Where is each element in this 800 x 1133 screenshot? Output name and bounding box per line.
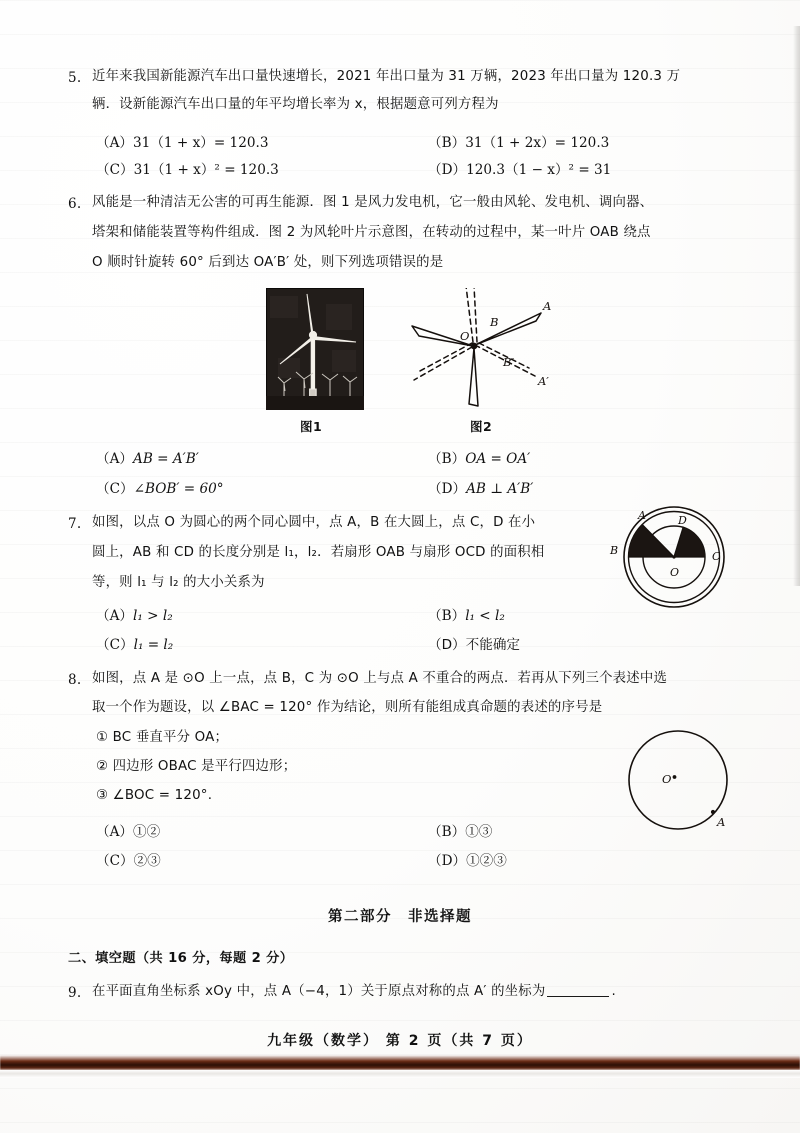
question-8-option-a-text: ①②	[133, 824, 161, 840]
question-7-option-a-label: （A）	[96, 608, 134, 624]
question-8-option-d[interactable]	[428, 849, 507, 869]
question-7-option-c-text: l₁ = l₂	[133, 637, 174, 653]
question-5-option-c[interactable]	[96, 158, 279, 178]
question-5-option-a-label: （A）	[96, 135, 134, 151]
question-7-option-d[interactable]	[428, 633, 520, 653]
question-8-number: 8.	[68, 672, 82, 688]
question-8-option-d-text: ①②③	[466, 853, 507, 869]
figure-2-caption: 图2	[470, 419, 493, 434]
question-6-option-a-label: （A）	[96, 451, 134, 467]
question-6-number: 6.	[68, 196, 82, 212]
question-8-option-c-label: （C）	[96, 853, 134, 869]
question-6-option-c-label: （C）	[96, 481, 134, 497]
figure-1-wind-turbine-photo	[266, 288, 364, 410]
question-5-option-c-text: 31（1 + x）² = 120.3	[133, 162, 279, 178]
question-8-stem-line-2: 取一个作为题设，以 ∠BAC = 120° 作为结论，则所有能组成真命题的表述的序号是	[92, 700, 603, 715]
question-8-option-b-text: ①③	[465, 824, 493, 840]
question-7-stem-line-2: 圆上，AB 和 CD 的长度分别是 l₁，l₂．若扇形 OAB 与扇形 OCD 的面积相	[92, 545, 545, 560]
question-5-option-d-text: 120.3（1 − x）² = 31	[466, 162, 612, 178]
figure-7-label-O: O	[670, 566, 680, 579]
question-8-option-a-label: （A）	[96, 824, 134, 840]
section-two-title: 二、填空题（共 16 分，每题 2 分）	[68, 951, 294, 966]
question-8-option-c[interactable]	[96, 849, 161, 869]
page-footer: 九年级（数学） 第 2 页（共 7 页）	[267, 1033, 533, 1049]
question-7-option-d-text: 不能确定	[465, 637, 521, 653]
figure-2-label-A-prime: A′	[538, 374, 549, 388]
question-6-stem-line-1: 风能是一种清洁无公害的可再生能源．图 1 是风力发电机，它一般由风轮、发电机、调向器、	[92, 195, 654, 210]
question-9-answer-blank[interactable]	[547, 996, 609, 997]
question-8-option-b-label: （B）	[428, 824, 466, 840]
question-6-option-b[interactable]	[428, 447, 530, 467]
figure-2-label-O: O	[460, 329, 470, 343]
figure-7-label-B: B	[610, 544, 619, 557]
figure-2-label-A: A	[543, 299, 552, 313]
question-6-option-b-label: （B）	[428, 451, 466, 467]
question-9-period: .	[611, 984, 616, 999]
figure-1-caption: 图1	[300, 419, 323, 434]
scan-edge-bottom-highlight	[0, 1070, 800, 1078]
question-7-option-b-text: l₁ < l₂	[465, 608, 505, 624]
question-6-option-c-text: ∠BOB′ = 60°	[133, 481, 224, 497]
question-8-statement-2: ② 四边形 OBAC 是平行四边形；	[96, 759, 297, 774]
question-7-option-b[interactable]	[428, 604, 505, 624]
part-two-title: 第二部分 非选择题	[328, 909, 472, 925]
figure-2-label-B-prime: B′	[503, 355, 515, 369]
question-9-number: 9.	[68, 985, 82, 1001]
question-5-option-b-text: 31（1 + 2x）= 120.3	[465, 135, 610, 151]
question-8-option-b[interactable]	[428, 820, 492, 840]
question-7-option-a[interactable]	[96, 604, 173, 624]
question-6-stem-line-3: O 顺时针旋转 60° 后到达 OA′B′ 处，则下列选项错误的是	[92, 255, 444, 270]
question-7-option-d-label: （D）	[428, 637, 466, 653]
question-5-option-c-label: （C）	[96, 162, 134, 178]
question-7-stem-line-3: 等，则 l₁ 与 l₂ 的大小关系为	[92, 575, 265, 590]
figure-7-label-C: C	[712, 550, 721, 563]
question-7-option-a-text: l₁ > l₂	[133, 608, 173, 624]
figure-2-blade-rotation-diagram	[402, 288, 562, 410]
question-8-option-a[interactable]	[96, 820, 160, 840]
figure-7-label-D: D	[678, 514, 687, 527]
question-7-stem-line-1: 如图，以点 O 为圆心的两个同心圆中，点 A，B 在大圆上，点 C，D 在小	[92, 515, 536, 530]
scan-edge-bottom	[0, 1055, 800, 1071]
question-5-stem-line-1: 近年来我国新能源汽车出口量快速增长，2021 年出口量为 31 万辆，2023 年出口量为 120.3 万	[92, 69, 681, 84]
question-8-statement-3: ③ ∠BOC = 120°.	[96, 788, 213, 803]
question-5-stem-line-2: 辆．设新能源汽车出口量的年平均增长率为 x，根据题意可列方程为	[92, 97, 499, 112]
question-6-option-a[interactable]	[96, 447, 199, 467]
figure-7-label-A: A	[638, 509, 646, 522]
question-9-stem	[92, 985, 616, 998]
question-5-option-d[interactable]	[428, 158, 611, 178]
question-8-statement-1: ① BC 垂直平分 OA；	[96, 730, 229, 745]
question-6-option-d-text: AB ⊥ A′B′	[466, 481, 534, 497]
question-7-number: 7.	[68, 516, 82, 532]
figure-8-label-A: A	[717, 815, 726, 829]
question-6-option-d[interactable]	[428, 477, 533, 497]
question-6-option-d-label: （D）	[428, 481, 467, 497]
figure-8-label-O: O	[662, 772, 672, 786]
figure-2-label-B: B	[490, 315, 499, 329]
question-5-option-b[interactable]	[428, 131, 609, 151]
figure-circle-with-point	[600, 722, 760, 844]
question-8-option-d-label: （D）	[428, 853, 467, 869]
question-5-option-b-label: （B）	[428, 135, 466, 151]
question-6-option-a-text: AB = A′B′	[133, 451, 199, 467]
scan-edge-right	[793, 26, 800, 586]
question-7-option-b-label: （B）	[428, 608, 466, 624]
question-5-option-a-text: 31（1 + x）= 120.3	[133, 135, 269, 151]
question-9-stem-text: 在平面直角坐标系 xOy 中，点 A（−4，1）关于原点对称的点 A′ 的坐标为	[92, 984, 546, 999]
question-7-option-c[interactable]	[96, 633, 173, 653]
question-5-number: 5.	[68, 70, 82, 86]
question-6-option-b-text: OA = OA′	[465, 451, 531, 467]
question-7-option-c-label: （C）	[96, 637, 134, 653]
question-5-option-d-label: （D）	[428, 162, 467, 178]
question-8-option-c-text: ②③	[133, 853, 161, 869]
question-6-option-c[interactable]	[96, 477, 224, 497]
question-5-option-a[interactable]	[96, 131, 268, 151]
figure-concentric-circles	[600, 502, 760, 612]
question-8-stem-line-1: 如图，点 A 是 ⊙O 上一点，点 B，C 为 ⊙O 上与点 A 不重合的两点．若再从下列三个表述中选	[92, 671, 668, 686]
question-6-stem-line-2: 塔架和储能装置等构件组成．图 2 为风轮叶片示意图，在转动的过程中，某一叶片 OAB 绕点	[92, 225, 651, 240]
